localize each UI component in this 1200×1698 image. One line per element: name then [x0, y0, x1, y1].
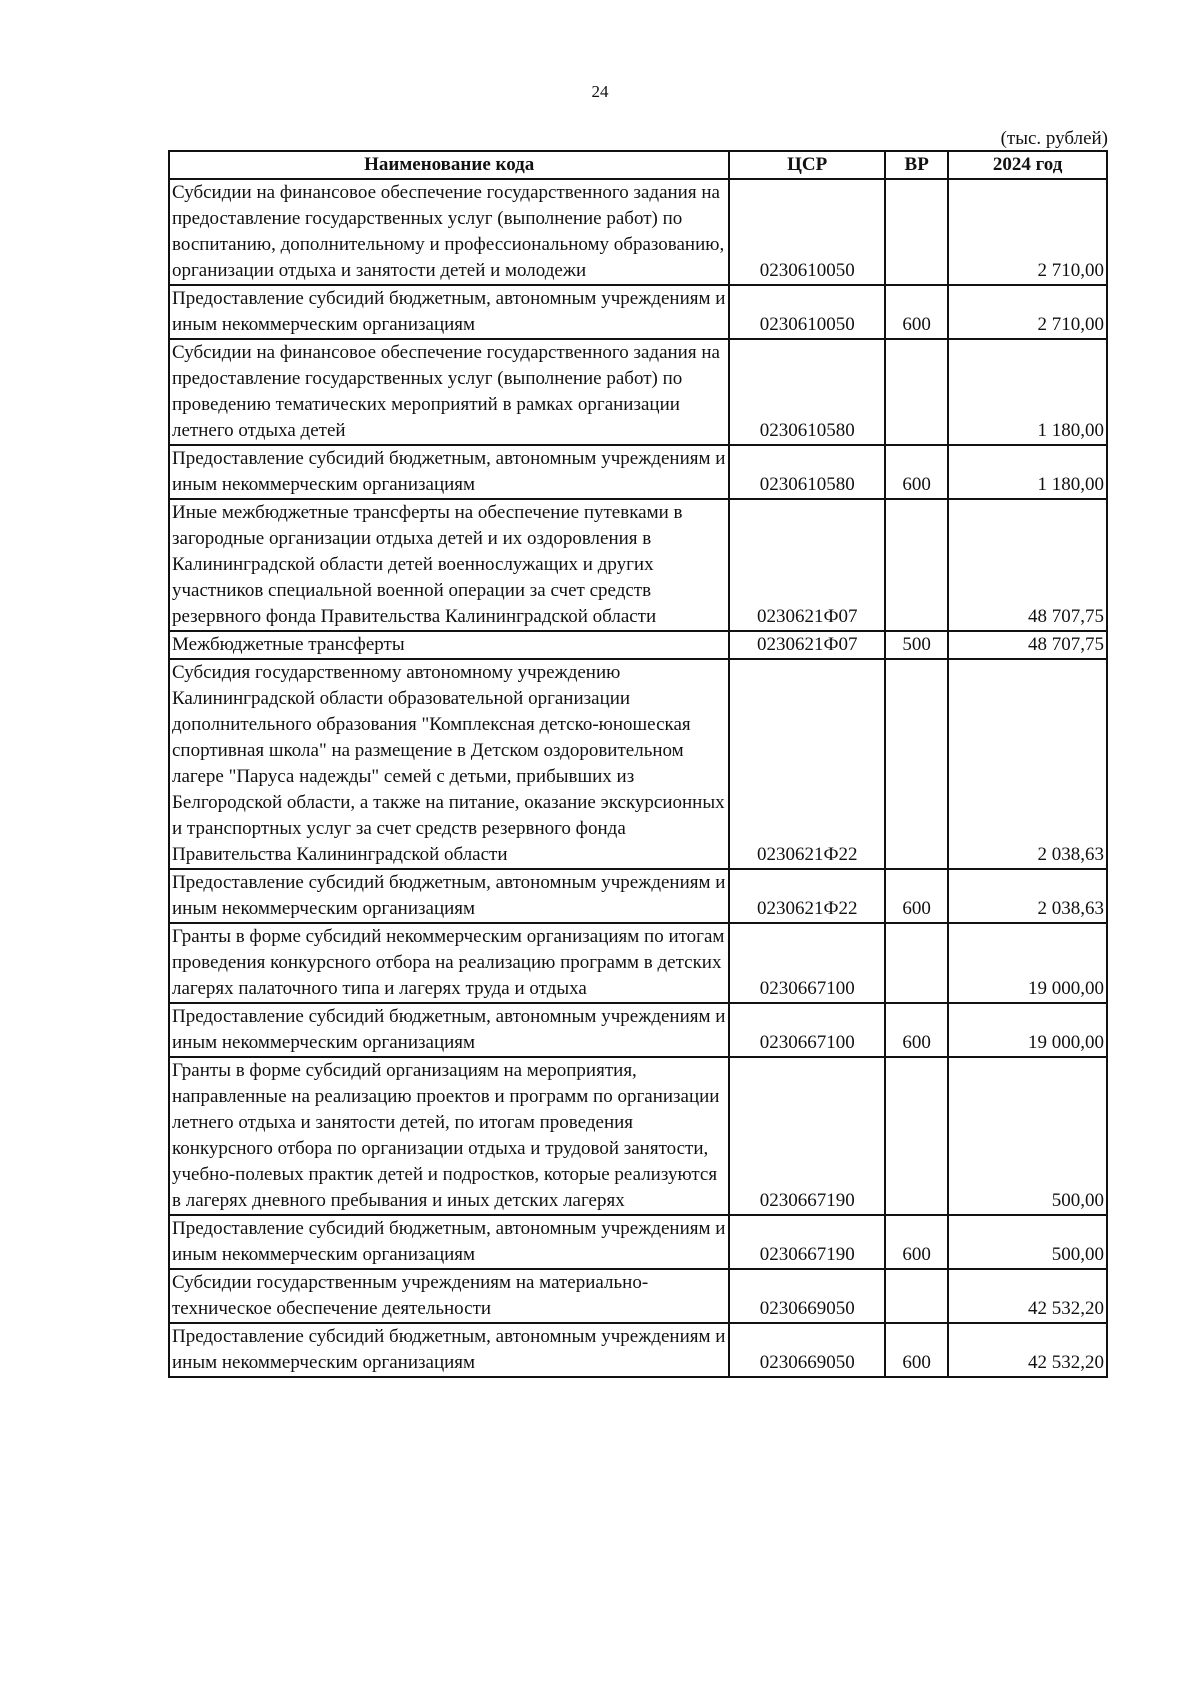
- row-vr: 600: [885, 1003, 948, 1057]
- row-name: Предоставление субсидий бюджетным, автономным учреждениям и иным некоммерческим организациям: [169, 285, 729, 339]
- row-name: Гранты в форме субсидий некоммерческим организациям по итогам проведения конкурсного отбора на реализацию программ в детских лагерях палаточного типа и лагерях труда и отдыха: [169, 923, 729, 1003]
- row-amount: 19 000,00: [948, 923, 1107, 1003]
- row-name: Предоставление субсидий бюджетным, автономным учреждениям и иным некоммерческим организациям: [169, 1003, 729, 1057]
- table-row: [169, 1323, 1107, 1377]
- row-name: Предоставление субсидий бюджетным, автономным учреждениям и иным некоммерческим организациям: [169, 1215, 729, 1269]
- row-vr: [885, 659, 948, 869]
- row-code: 0230667190: [729, 1215, 885, 1269]
- row-vr: [885, 1057, 948, 1215]
- row-vr: [885, 923, 948, 1003]
- row-code: 0230621Ф22: [729, 869, 885, 923]
- table-row: [169, 1269, 1107, 1323]
- row-code: 0230610580: [729, 339, 885, 445]
- header-name: Наименование кода: [169, 151, 729, 179]
- row-vr: [885, 1269, 948, 1323]
- row-code: 0230667100: [729, 923, 885, 1003]
- row-vr: [885, 499, 948, 631]
- table-row: [169, 445, 1107, 499]
- row-name: Гранты в форме субсидий организациям на мероприятия, направленные на реализацию проектов и программ по организации летнего отдыха и занятости детей, по итогам проведения конкурсного отбора по организации отдыха и трудовой занятости, учебно-полевых практик детей и подростков, которые реализуются в лагерях дневного пребывания и иных детских лагерях: [169, 1057, 729, 1215]
- row-vr: 600: [885, 1215, 948, 1269]
- row-name: Иные межбюджетные трансферты на обеспечение путевками в загородные организации отдыха детей и их оздоровления в Калининградской области детей военнослужащих и других участников специальной военной операции за счет средств резервного фонда Правительства Калининградской области: [169, 499, 729, 631]
- row-amount: 2 710,00: [948, 285, 1107, 339]
- table-row: [169, 179, 1107, 285]
- row-code: 0230621Ф22: [729, 659, 885, 869]
- row-code: 0230610050: [729, 179, 885, 285]
- row-code: 0230610050: [729, 285, 885, 339]
- header-amount: 2024 год: [948, 151, 1107, 179]
- row-code: 0230610580: [729, 445, 885, 499]
- row-vr: 600: [885, 285, 948, 339]
- row-name: Субсидии государственным учреждениям на материально-техническое обеспечение деятельности: [169, 1269, 729, 1323]
- header-vr: ВР: [885, 151, 948, 179]
- table-row: [169, 499, 1107, 631]
- row-vr: 600: [885, 1323, 948, 1377]
- row-amount: 19 000,00: [948, 1003, 1107, 1057]
- row-name: Предоставление субсидий бюджетным, автономным учреждениям и иным некоммерческим организациям: [169, 869, 729, 923]
- row-code: 0230621Ф07: [729, 631, 885, 659]
- row-name: Субсидии на финансовое обеспечение государственного задания на предоставление государственных услуг (выполнение работ) по проведению тематических мероприятий в рамках организации летнего отдыха детей: [169, 339, 729, 445]
- row-vr: [885, 179, 948, 285]
- row-amount: 42 532,20: [948, 1269, 1107, 1323]
- row-amount: 48 707,75: [948, 499, 1107, 631]
- row-code: 0230667100: [729, 1003, 885, 1057]
- page-number: 24: [591, 82, 609, 101]
- row-name: Субсидии на финансовое обеспечение государственного задания на предоставление государственных услуг (выполнение работ) по воспитанию, дополнительному и профессиональному образованию, организации отдыха и занятости детей и молодежи: [169, 179, 729, 285]
- table-row: [169, 285, 1107, 339]
- row-name: Предоставление субсидий бюджетным, автономным учреждениям и иным некоммерческим организациям: [169, 445, 729, 499]
- row-amount: 48 707,75: [948, 631, 1107, 659]
- table-row: [169, 631, 1107, 659]
- row-vr: 500: [885, 631, 948, 659]
- table-body: [169, 179, 1107, 1377]
- header-row: [169, 151, 1107, 179]
- row-code: 0230621Ф07: [729, 499, 885, 631]
- row-code: 0230669050: [729, 1323, 885, 1377]
- table-header: [169, 151, 1107, 179]
- row-name: Межбюджетные трансферты: [169, 631, 729, 659]
- row-vr: 600: [885, 445, 948, 499]
- row-name: Субсидия государственному автономному учреждению Калининградской области образовательной организации дополнительного образования "Комплексная детско-юношеская спортивная школа" на размещение в Детском оздоровительном лагере "Паруса надежды" семей с детьми, прибывших из Белгородской области, а также на питание, оказание экскурсионных и транспортных услуг за счет средств резервного фонда Правительства Калининградской области: [169, 659, 729, 869]
- header-code: ЦСР: [729, 151, 885, 179]
- budget-table: [168, 150, 1108, 1378]
- row-amount: 42 532,20: [948, 1323, 1107, 1377]
- table-row: [169, 339, 1107, 445]
- row-amount: 2 038,63: [948, 659, 1107, 869]
- table-row: [169, 659, 1107, 869]
- table-row: [169, 1057, 1107, 1215]
- row-vr: [885, 339, 948, 445]
- table-row: [169, 1215, 1107, 1269]
- row-code: 0230669050: [729, 1269, 885, 1323]
- row-amount: 2 710,00: [948, 179, 1107, 285]
- table-row: [169, 1003, 1107, 1057]
- row-code: 0230667190: [729, 1057, 885, 1215]
- row-amount: 500,00: [948, 1215, 1107, 1269]
- row-vr: 600: [885, 869, 948, 923]
- row-amount: 1 180,00: [948, 445, 1107, 499]
- row-amount: 1 180,00: [948, 339, 1107, 445]
- table-row: [169, 869, 1107, 923]
- units-label: (тыс. рублей): [1000, 128, 1108, 149]
- row-amount: 500,00: [948, 1057, 1107, 1215]
- table-row: [169, 923, 1107, 1003]
- row-amount: 2 038,63: [948, 869, 1107, 923]
- row-name: Предоставление субсидий бюджетным, автономным учреждениям и иным некоммерческим организациям: [169, 1323, 729, 1377]
